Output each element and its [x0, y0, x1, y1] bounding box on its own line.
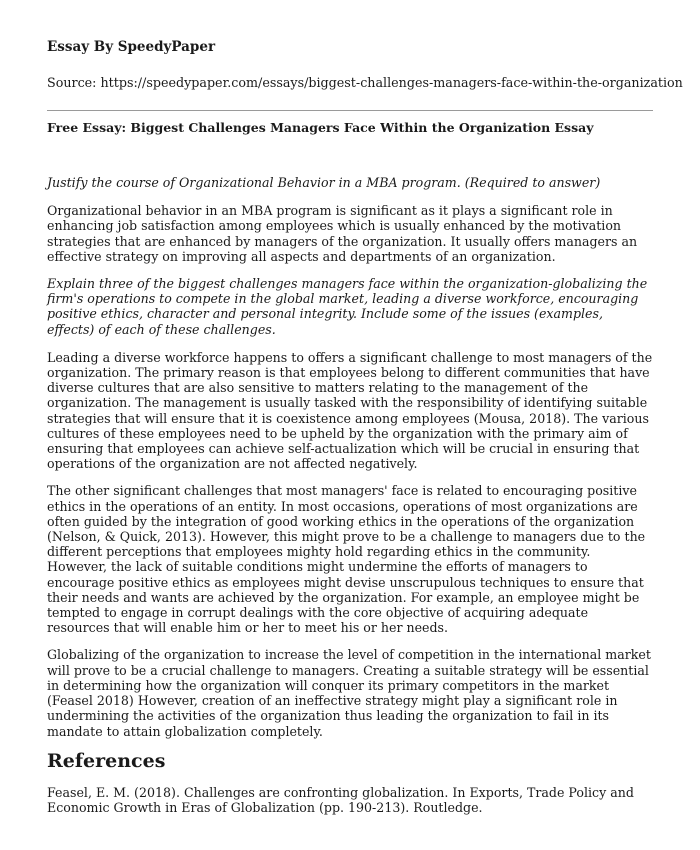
- header-divider: [47, 110, 653, 111]
- reference-entry: Feasel, E. M. (2018). Challenges are confronting globalization. In Exports, Trade Policy and Economic Growth in Eras of Globalization (pp. 190-213). Routledge.: [47, 784, 634, 815]
- essay-page: [47, 38, 683, 815]
- question-1: Justify the course of Organizational Behavior in a MBA program. (Required to answer): [47, 175, 601, 190]
- paragraph-2: Leading a diverse workforce happens to offers a significant challenge to most managers of the organization. The primary reason is that employees belong to different communities that have diverse cultures that are also sensitive to matters relating to the management of the organization. The management is usually tasked with the responsibility of identifying suitable strategies that will ensure that it is coexistence among employees (Mousa, 2018). The various cultures of these employees need to be upheld by the organization with the primary aim of ensuring that employees can achieve self-actualization which will be crucial in ensuring that operations of the organization are not affected negatively.: [47, 349, 653, 472]
- question-2: Explain three of the biggest challenges managers face within the organization-globalizing the firm's operations to compete in the global market, leading a diverse workforce, encouraging positive ethics, character and personal integrity. Include some of the issues (examples, effects) of each of these challenges.: [47, 276, 648, 337]
- paragraph-1: Organizational behavior in an MBA program is significant as it plays a significant role in enhancing job satisfaction among employees which is usually enhanced by the motivation strategies that are enhanced by managers of the organization. It usually offers managers an effective strategy on improving all aspects and departments of an organization.: [47, 203, 638, 264]
- paragraph-4: Globalizing of the organization to increase the level of competition in the international market will prove to be a crucial challenge to managers. Creating a suitable strategy will be essential in determining how the organization will conquer its primary competitors in the market (Feasel 2018) However, creation of an ineffective strategy might play a significant role in undermining the activities of the organization thus leading the organization to fail in its mandate to attain globalization completely.: [47, 647, 651, 739]
- paragraph-3: The other significant challenges that most managers' face is related to encouraging positive ethics in the operations of an entity. In most occasions, operations of most organizations are often guided by the integration of good working ethics in the operations of the organization (Nelson, & Quick, 2013). However, this might prove to be a challenge to managers due to the different perceptions that employees mighty hold regarding ethics in the community. However, the lack of suitable conditions might undermine the efforts of managers to encourage positive ethics as employees might devise unscrupulous techniques to ensure that their needs and wants are achieved by the organization. For example, an employee might be tempted to engage in corrupt dealings with the core objective of acquiring adequate resources that will enable him or her to meet his or her needs.: [47, 483, 646, 636]
- brand-title: Essay By SpeedyPaper: [47, 39, 216, 55]
- source-line: Source: https://speedypaper.com/essays/biggest-challenges-managers-face-within-the-organization: [47, 75, 683, 90]
- essay-title: Free Essay: Biggest Challenges Managers Face Within the Organization Essay: [47, 120, 594, 135]
- references-heading: References: [47, 749, 166, 772]
